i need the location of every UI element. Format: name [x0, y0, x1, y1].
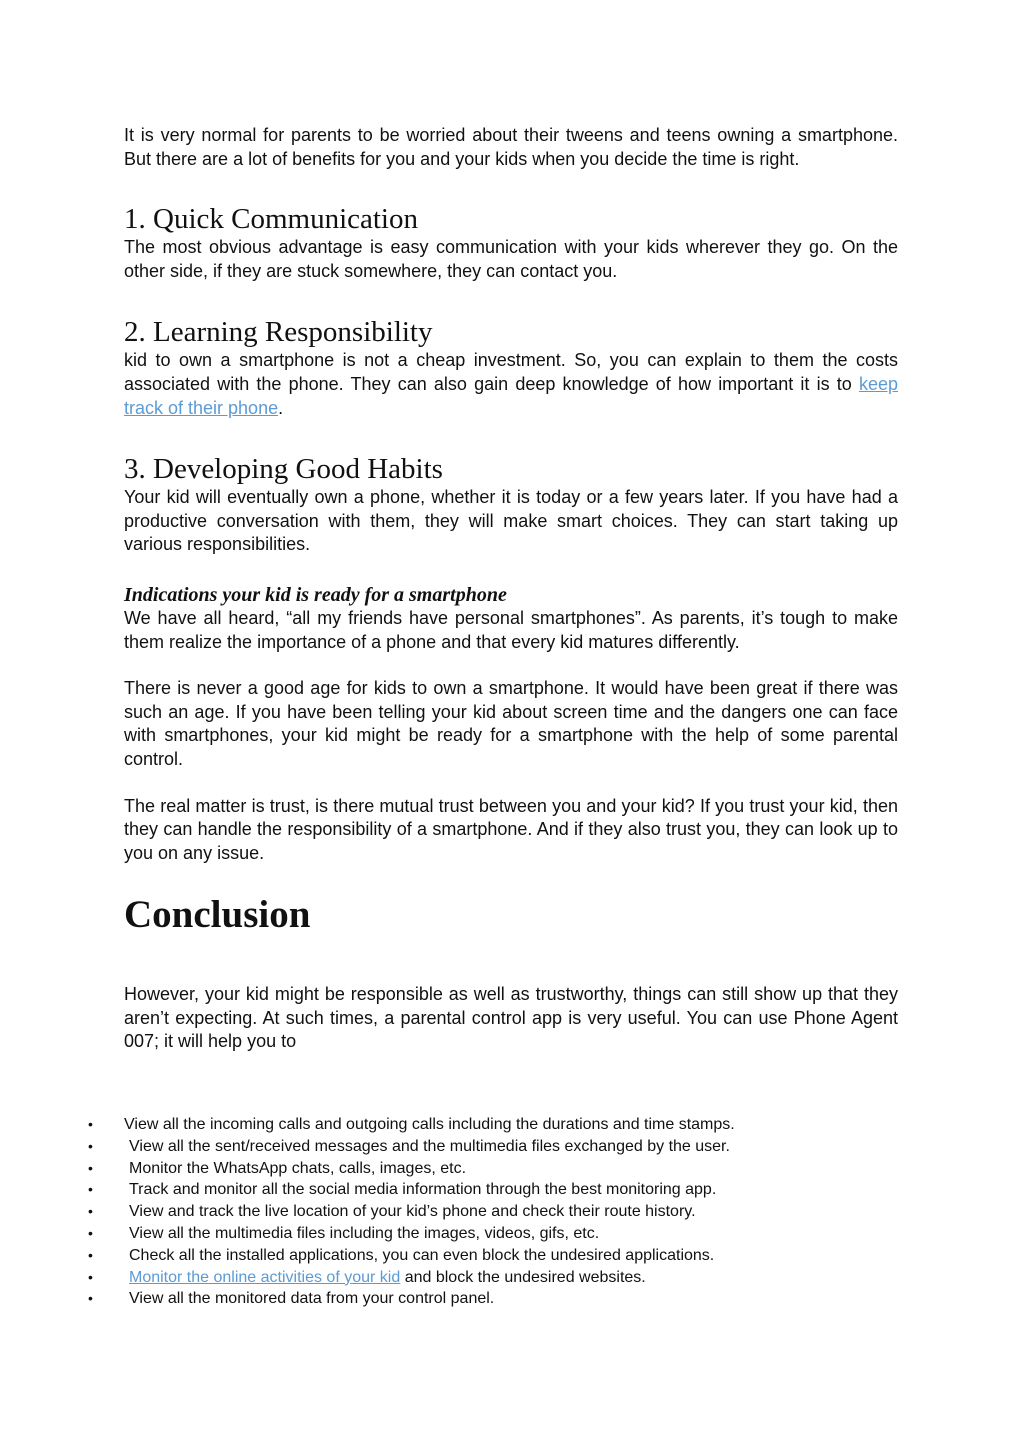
bullet-icon: •: [88, 1116, 93, 1132]
list-item-text: and block the undesired websites.: [400, 1268, 646, 1286]
list-item-text: Check all the installed applications, you can even block the undesired applications.: [129, 1246, 715, 1264]
list-item-text: View all the sent/received messages and the multimedia files exchanged by the user.: [129, 1137, 730, 1155]
paragraph-text: kid to own a smartphone is not a cheap investment. So, you can explain to them the costs associated with the phone. They can also gain deep knowledge of how important it is to: [124, 350, 898, 394]
intro-paragraph: It is very normal for parents to be worried about their tweens and teens owning a smartphone. But there are a lot of benefits for you and your kids when you decide the time is right.: [124, 125, 898, 169]
heading-conclusion: Conclusion: [124, 893, 311, 937]
bullet-icon: •: [88, 1181, 93, 1198]
feature-list: [0, 1114, 1023, 1310]
paragraph-indications-1: We have all heard, “all my friends have personal smartphones”. As parents, it’s tough to make them realize the importance of a phone and that every kid matures differently.: [124, 607, 898, 652]
monitor-online-activities-link[interactable]: Monitor the online activities of your kid: [129, 1268, 401, 1286]
paragraph-indications-3: The real matter is trust, is there mutual trust between you and your kid? If you trust your kid, then they can handle the responsibility of a smartphone. And if they also trust you, they can look up to you on any issue.: [124, 795, 898, 863]
bullet-icon: •: [88, 1137, 93, 1154]
bullet-icon: •: [88, 1203, 93, 1220]
list-item: [0, 1245, 1023, 1267]
list-item: [0, 1223, 1023, 1245]
keep-track-link[interactable]: keep track of their phone: [124, 373, 898, 418]
bullet-icon: •: [88, 1246, 93, 1263]
bullet-icon: •: [88, 1268, 93, 1285]
paragraph-developing-good-habits: Your kid will eventually own a phone, whether it is today or a few years later. If you have had a productive conversation with them, they will make smart choices. They can start taking up various responsibilities.: [124, 487, 898, 555]
heading-learning-responsibility: 2. Learning Responsibility: [124, 316, 433, 349]
paragraph-conclusion: However, your kid might be responsible as well as trustworthy, things can still show up that they aren’t expecting. At such times, a parental control app is very useful. You can use Phone Agent 007; it will help you to: [124, 984, 898, 1052]
list-item: [0, 1288, 1023, 1310]
list-item-text: View and track the live location of your kid’s phone and check their route history.: [129, 1203, 696, 1221]
paragraph-quick-communication: The most obvious advantage is easy communication with your kids wherever they go. On the other side, if they are stuck somewhere, they can contact you.: [124, 237, 898, 281]
list-item: [0, 1158, 1023, 1180]
paragraph-learning-responsibility: [124, 349, 898, 420]
bullet-icon: •: [88, 1159, 93, 1176]
paragraph-text-end: .: [278, 397, 284, 418]
heading-quick-communication: 1. Quick Communication: [124, 203, 418, 236]
list-item-text: View all the multimedia files including the images, videos, gifs, etc.: [129, 1224, 600, 1242]
bullet-icon: •: [88, 1290, 93, 1307]
list-item-text: Track and monitor all the social media information through the best monitoring app.: [129, 1181, 717, 1199]
paragraph-indications-2: There is never a good age for kids to own a smartphone. It would have been great if there was such an age. If you have been telling your kid about screen time and the dangers one can face with smartphones, your kid might be ready for a smartphone with the help of some parental control.: [124, 678, 898, 769]
list-item: [0, 1179, 1023, 1201]
list-item: [0, 1114, 1023, 1136]
document-page: [124, 124, 898, 1054]
heading-indications: Indications your kid is ready for a smartphone: [124, 583, 507, 606]
list-item: [0, 1136, 1023, 1158]
bullet-icon: •: [88, 1224, 93, 1241]
list-item-text: View all the incoming calls and outgoing calls including the durations and time stamps.: [124, 1116, 735, 1133]
heading-developing-good-habits: 3. Developing Good Habits: [124, 453, 443, 486]
list-item: [0, 1267, 1023, 1289]
list-item-text: Monitor the WhatsApp chats, calls, images, etc.: [129, 1159, 467, 1177]
list-item: [0, 1201, 1023, 1223]
list-item-text: View all the monitored data from your control panel.: [129, 1290, 495, 1308]
